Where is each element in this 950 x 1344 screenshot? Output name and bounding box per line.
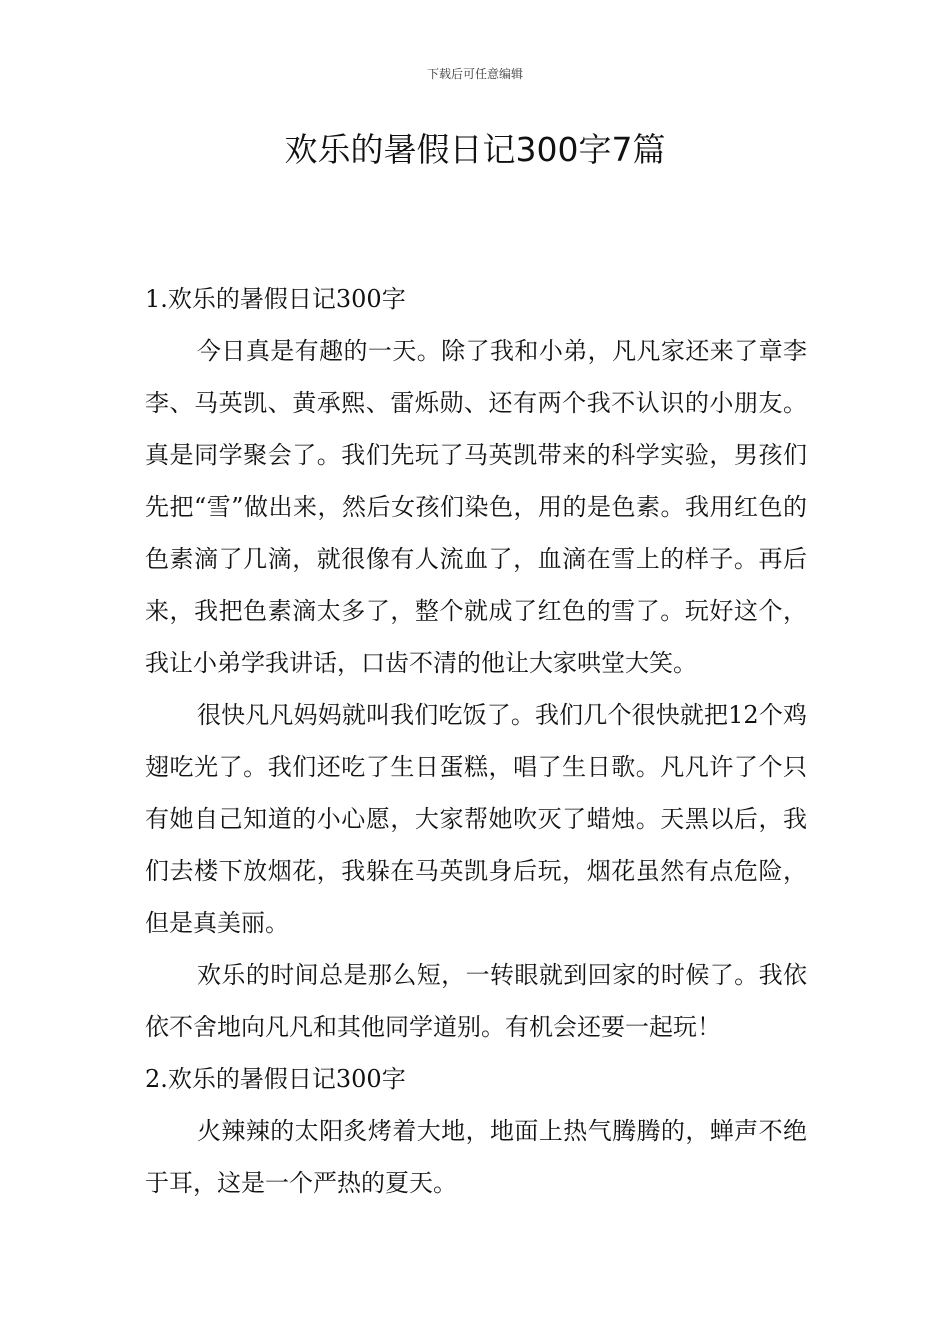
document-title: 欢乐的暑假日记300字7篇 xyxy=(284,130,666,169)
diary-section-1 xyxy=(145,273,807,1053)
paragraph: 今日真是有趣的一天。除了我和小弟，凡凡家还来了章李李、马英凯、黄承熙、雷烁勋、还有两个我不认识的小朋友。真是同学聚会了。我们先玩了马英凯带来的科学实验，男孩们先把“雪”做出来，然后女孩们染色，用的是色素。我用红色的色素滴了几滴，就很像有人流血了，血滴在雪上的样子。再后来，我把色素滴太多了，整个就成了红色的雪了。玩好这个，我让小弟学我讲话，口齿不清的他让大家哄堂大笑。 xyxy=(145,337,807,677)
document-body xyxy=(145,273,807,1209)
paragraph: 很快凡凡妈妈就叫我们吃饭了。我们几个很快就把12个鸡翅吃光了。我们还吃了生日蛋糕，唱了生日歌。凡凡许了个只有她自己知道的小心愿，大家帮她吹灭了蜡烛。天黑以后，我们去楼下放烟花，我躲在马英凯身后玩，烟花虽然有点危险，但是真美丽。 xyxy=(145,701,807,937)
section-heading: 1.欢乐的暑假日记300字 xyxy=(145,285,406,313)
section-heading: 2.欢乐的暑假日记300字 xyxy=(145,1065,406,1093)
paragraph: 火辣辣的太阳炙烤着大地，地面上热气腾腾的，蝉声不绝于耳，这是一个严热的夏天。 xyxy=(145,1117,807,1197)
page-header-note: 下载后可任意编辑 xyxy=(426,67,523,81)
diary-section-2 xyxy=(145,1053,807,1209)
paragraph: 欢乐的时间总是那么短，一转眼就到回家的时候了。我依依不舍地向凡凡和其他同学道别。有机会还要一起玩！ xyxy=(145,961,807,1041)
